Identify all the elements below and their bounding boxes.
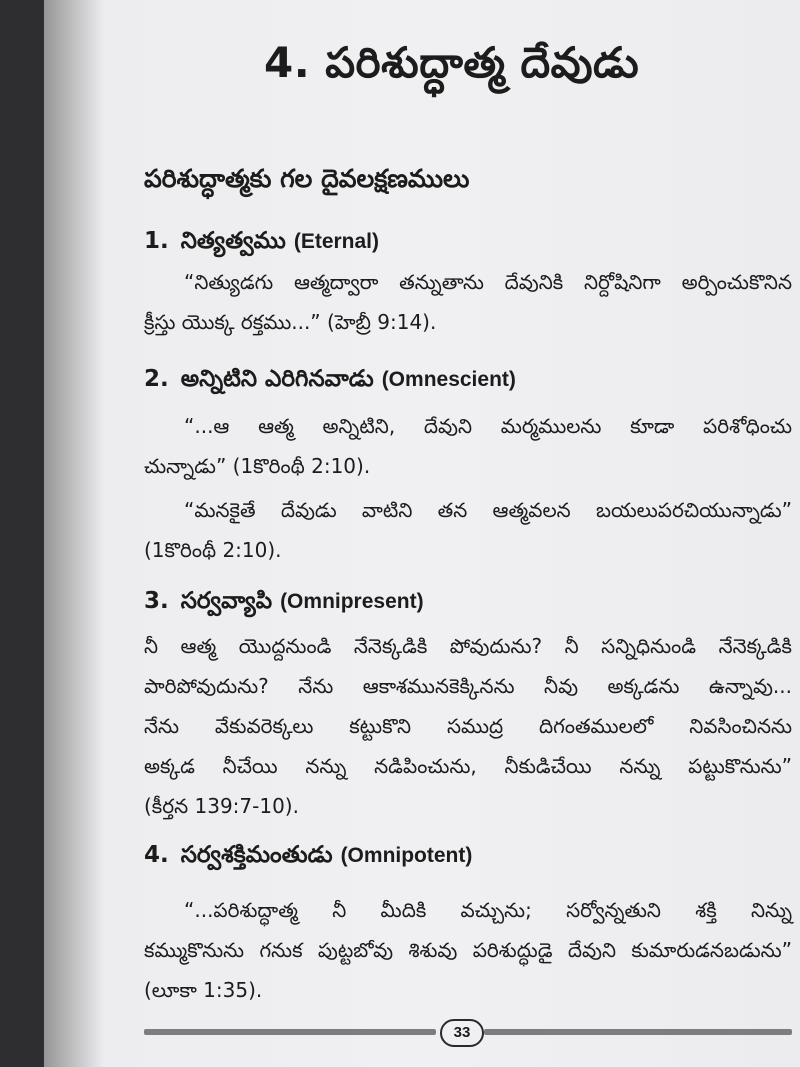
paragraph [144, 490, 792, 570]
text-line: చున్నాడు” (1కొరింథీ 2:10). [144, 454, 371, 478]
text-line: (కీర్తన 139:7-10). [144, 794, 299, 818]
text-line: (1కొరింథీ 2:10). [144, 538, 282, 562]
paragraph [144, 626, 792, 826]
item-number: 3. [144, 588, 169, 614]
section-title: పరిశుద్ధాత్మకు గల దైవలక్షణములు [144, 164, 470, 193]
item-title-english: (Omnescient) [381, 368, 516, 391]
text-line: (లూకా 1:35). [144, 978, 263, 1002]
text-line: కమ్ముకొనును గనుక పుట్టబోవు శిశువు పరిశుద్ధుడై దేవుని కుమారుడనబడును” [144, 938, 792, 962]
text-line: పారిపోవుదును? నేను ఆకాశమునకెక్కినను నీవు అక్కడను ఉన్నావు... [144, 674, 792, 698]
chapter-title: 4. పరిశుద్ధాత్మ దేవుడు [264, 38, 640, 87]
spine-shadow [44, 0, 104, 1067]
text-line: క్రీస్తు యొక్క రక్తము...” (హెబ్రీ 9:14). [144, 310, 437, 334]
item-title-telugu: సర్వశక్తిమంతుడు [180, 842, 333, 868]
item-number: 4. [144, 842, 169, 868]
paragraph [144, 262, 792, 342]
footer-rule-right [484, 1029, 792, 1035]
book-page [44, 0, 800, 1067]
item-heading [144, 366, 516, 398]
item-title-telugu: అన్నిటిని ఎరిగినవాడు [180, 366, 374, 392]
item-number: 2. [144, 366, 169, 392]
text-line: “...పరిశుద్ధాత్మ నీ మీదికి వచ్చును; సర్వోన్నతుని శక్తి నిన్ను [184, 898, 792, 922]
paragraph [144, 890, 792, 1010]
item-heading [144, 588, 424, 620]
text-line: “మనకైతే దేవుడు వాటిని తన ఆత్మవలన బయలుపరచియున్నాడు” [184, 498, 792, 522]
page-content [144, 0, 794, 1067]
page-number: 33 [440, 1019, 484, 1047]
text-line: అక్కడ నీచేయి నన్ను నడిపించును, నీకుడిచేయి నన్ను పట్టుకొనును” [144, 754, 792, 778]
item-title-telugu: నిత్యత్వము [180, 228, 286, 254]
item-number: 1. [144, 228, 169, 254]
item-title-telugu: సర్వవ్యాపి [180, 588, 273, 614]
item-title-english: (Omnipresent) [280, 590, 424, 613]
text-line: నేను వేకువరెక్కలు కట్టుకొని సముద్ర దిగంతములలో నివసించినను [144, 714, 792, 738]
text-line: “...ఆ ఆత్మ అన్నిటిని, దేవుని మర్మములను కూడా పరిశోధించు [184, 414, 792, 438]
item-title-english: (Omnipotent) [340, 844, 473, 867]
footer-rule-left [144, 1029, 436, 1035]
paragraph [144, 406, 792, 486]
text-line: “నిత్యుడగు ఆత్మద్వారా తన్నుతాను దేవునికి నిర్దోషినిగా అర్పించుకొనిన [184, 270, 792, 294]
text-line: నీ ఆత్మ యొద్దనుండి నేనెక్కడికి పోవుదును? నీ సన్నిధినుండి నేనెక్కడికి [144, 634, 792, 658]
item-heading [144, 228, 379, 260]
item-heading [144, 842, 472, 874]
item-title-english: (Eternal) [293, 230, 380, 253]
page-footer [144, 1018, 792, 1046]
